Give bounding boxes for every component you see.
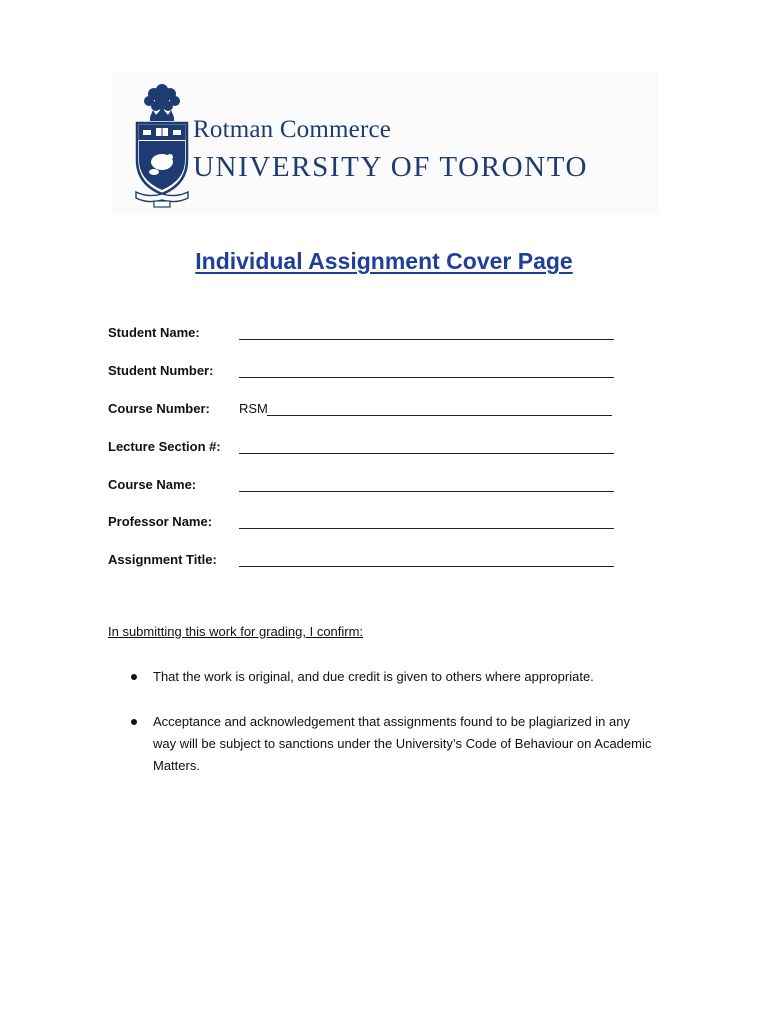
list-item-text: That the work is original, and due credit is given to others where appropriate.: [153, 669, 594, 684]
professor-name-field[interactable]: [108, 512, 618, 534]
field-label: Lecture Section #:: [108, 439, 221, 454]
student-name-field[interactable]: [108, 323, 618, 345]
page-title: Individual Assignment Cover Page: [195, 248, 573, 274]
confirmation-intro: In submitting this work for grading, I confirm:: [108, 624, 364, 639]
confirmation-list: [108, 666, 668, 800]
fill-in-line[interactable]: [267, 415, 612, 416]
field-label: Student Number:: [108, 363, 214, 378]
fill-in-line[interactable]: [239, 377, 614, 378]
fill-in-line[interactable]: [239, 453, 614, 454]
student-number-field[interactable]: [108, 361, 618, 383]
lecture-section-field[interactable]: [108, 437, 618, 459]
rotman-commerce-wordmark: Rotman Commerce: [193, 116, 392, 143]
course-name-field[interactable]: [108, 475, 618, 497]
fill-in-line[interactable]: [239, 528, 614, 529]
fill-in-line[interactable]: [239, 339, 614, 340]
rotman-logo: [112, 72, 658, 214]
field-label: Course Name:: [108, 477, 197, 492]
list-item: [108, 666, 668, 688]
field-label: Assignment Title:: [108, 552, 217, 567]
course-prefix: RSM: [239, 401, 268, 416]
bullet-icon: [131, 719, 137, 725]
list-item-text: Acceptance and acknowledgement that assignments found to be plagiarized in any way will be subject to sanctions under the University’s Code of Behaviour on Academic Matters.: [153, 714, 652, 773]
field-label: Student Name:: [108, 325, 200, 340]
bullet-icon: [131, 674, 137, 680]
fill-in-line[interactable]: [239, 566, 614, 567]
assignment-title-field[interactable]: [108, 550, 618, 572]
fill-in-line[interactable]: [239, 491, 614, 492]
field-label: Professor Name:: [108, 514, 213, 529]
field-label: Course Number:: [108, 401, 210, 416]
course-number-field[interactable]: [108, 399, 618, 421]
university-of-toronto-wordmark: UNIVERSITY OF TORONTO: [193, 151, 589, 183]
university-crest-icon: [134, 80, 190, 208]
list-item: [108, 711, 668, 777]
